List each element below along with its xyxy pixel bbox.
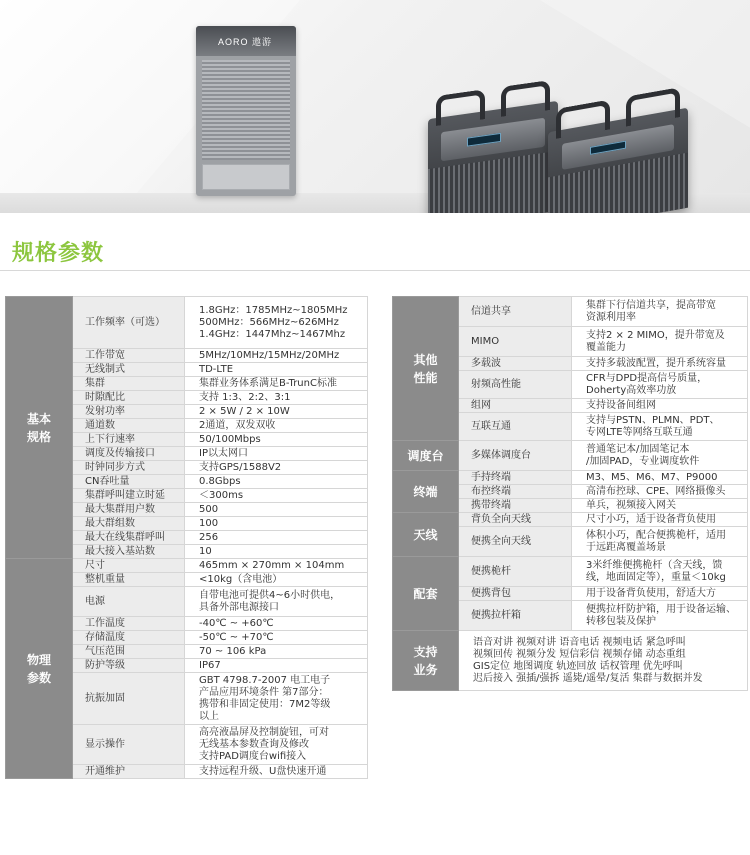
spec-value: 集群业务体系满足B-TrunC标准 (185, 377, 368, 391)
spec-value: -40℃ ~ +60℃ (185, 617, 368, 631)
spec-name: MIMO (459, 327, 572, 357)
spec-value: 便携拉杆防护箱，用于设备运输、 转移包装及保护 (572, 601, 748, 631)
device-brand-logo: AORO 遨游 (218, 37, 273, 47)
spec-value: 支持GPS/1588V2 (185, 461, 368, 475)
spec-name: 集群 (73, 377, 185, 391)
spec-value: 高清布控球、CPE、网络摄像头 (572, 485, 748, 499)
spec-value: 1.8GHz：1785MHz~1805MHz 500MHz：566MHz~626MHz 1.4GHz：1447Mhz~1467Mhz (185, 297, 368, 349)
spec-name: 气压范围 (73, 645, 185, 659)
spec-name: 互联互通 (459, 413, 572, 441)
spec-value: 50/100Mbps (185, 433, 368, 447)
spec-value: 尺寸小巧，适于设备背负使用 (572, 513, 748, 527)
spec-name: 手持终端 (459, 471, 572, 485)
spec-name: 上下行速率 (73, 433, 185, 447)
device-angled-image-right (548, 108, 688, 213)
category-cell: 配套 (393, 557, 459, 631)
spec-name: 开通维护 (73, 765, 185, 779)
spec-name: 携带终端 (459, 499, 572, 513)
spec-value: 256 (185, 531, 368, 545)
spec-value: 500 (185, 503, 368, 517)
table-row (393, 471, 748, 485)
spec-name: 时钟同步方式 (73, 461, 185, 475)
spec-name: 多媒体调度台 (459, 441, 572, 471)
spec-value: 5MHz/10MHz/15MHz/20MHz (185, 349, 368, 363)
spec-name: 最大接入基站数 (73, 545, 185, 559)
spec-value: -50℃ ~ +70℃ (185, 631, 368, 645)
spec-value: 2通道，双发双收 (185, 419, 368, 433)
spec-value: 单兵，视频接入网关 (572, 499, 748, 513)
spec-value: 普通笔记本/加固笔记本 /加固PAD，专业调度软件 (572, 441, 748, 471)
spec-name: 便携背包 (459, 587, 572, 601)
spec-name: 电源 (73, 587, 185, 617)
category-cell: 终端 (393, 471, 459, 513)
table-row (393, 513, 748, 527)
spec-value: 高亮液晶屏及控制旋钮，可对 无线基本参数查询及修改 支持PAD调度台wifi接入 (185, 725, 368, 765)
table-row (393, 631, 748, 691)
services-list: 语音对讲 视频对讲 语音电话 视频电话 紧急呼叫 视频回传 视频分发 短信彩信 视频存储 动态重组 GIS定位 地图调度 轨迹回放 话权管理 优先呼叫 迟后接入 强插/强拆 遥毙/遥晕/复活 集群与数据并发 (459, 631, 748, 691)
spec-name: 集群呼叫建立时延 (73, 489, 185, 503)
table-row (6, 559, 368, 573)
spec-name: 整机重量 (73, 573, 185, 587)
category-cell: 物理 参数 (6, 559, 73, 779)
spec-value: 支持2 × 2 MIMO，提升带宽及 覆盖能力 (572, 327, 748, 357)
device-angled-image-left (428, 101, 558, 213)
spec-name: 无线制式 (73, 363, 185, 377)
spec-value: 支持多载波配置，提升系统容量 (572, 357, 748, 371)
page-title: 规格参数 (12, 241, 105, 266)
spec-value: 0.8Gbps (185, 475, 368, 489)
category-cell: 基本 规格 (6, 297, 73, 559)
spec-value: 体积小巧，配合便携桅杆，适用 于远距离覆盖场景 (572, 527, 748, 557)
spec-value: 集群下行信道共享，提高带宽 资源利用率 (572, 297, 748, 327)
spec-value: 用于设备背负使用，舒适大方 (572, 587, 748, 601)
spec-name: 工作频率（可选） (73, 297, 185, 349)
category-cell: 支持 业务 (393, 631, 459, 691)
category-cell: 其他 性能 (393, 297, 459, 441)
spec-name: 便携拉杆箱 (459, 601, 572, 631)
spec-name: 显示操作 (73, 725, 185, 765)
spec-name: 背负全向天线 (459, 513, 572, 527)
spec-name: 工作带宽 (73, 349, 185, 363)
spec-name: 最大在线集群呼叫 (73, 531, 185, 545)
spec-value: M3、M5、M6、M7、P9000 (572, 471, 748, 485)
table-row (6, 297, 368, 349)
spec-name: 通道数 (73, 419, 185, 433)
spec-value: 支持设备间组网 (572, 399, 748, 413)
device-front-image (196, 26, 296, 196)
spec-name: 最大集群用户数 (73, 503, 185, 517)
spec-name: CN吞吐量 (73, 475, 185, 489)
spec-value: IP67 (185, 659, 368, 673)
spec-name: 时隙配比 (73, 391, 185, 405)
spec-value: GBT 4798.7-2007 电工电子 产品应用环境条件 第7部分： 携带和非固定使用：7M2等级 以上 (185, 673, 368, 725)
title-divider (0, 270, 750, 271)
spec-value: 支持远程升级、U盘快速开通 (185, 765, 368, 779)
spec-value: IP以太网口 (185, 447, 368, 461)
spec-name: 便携全向天线 (459, 527, 572, 557)
spec-value: 支持与PSTN、PLMN、PDT、 专网LTE等网络互联互通 (572, 413, 748, 441)
spec-table-left (5, 296, 368, 779)
category-cell: 天线 (393, 513, 459, 557)
spec-name: 尺寸 (73, 559, 185, 573)
spec-name: 防护等级 (73, 659, 185, 673)
spec-name: 多载波 (459, 357, 572, 371)
spec-value: 自带电池可提供4~6小时供电， 具备外部电源接口 (185, 587, 368, 617)
spec-value: 3米纤维便携桅杆（含天线，馈 线，地面固定等），重量＜10kg (572, 557, 748, 587)
table-row (393, 441, 748, 471)
spec-value: 465mm × 270mm × 104mm (185, 559, 368, 573)
spec-name: 组网 (459, 399, 572, 413)
spec-name: 布控终端 (459, 485, 572, 499)
spec-value: 2 × 5W / 2 × 10W (185, 405, 368, 419)
table-row (393, 297, 748, 327)
spec-value: 100 (185, 517, 368, 531)
spec-value: <10kg（含电池） (185, 573, 368, 587)
spec-name: 信道共享 (459, 297, 572, 327)
table-row (393, 557, 748, 587)
spec-name: 最大群组数 (73, 517, 185, 531)
spec-name: 工作温度 (73, 617, 185, 631)
spec-name: 抗振加固 (73, 673, 185, 725)
spec-value: 10 (185, 545, 368, 559)
spec-value: 70 ~ 106 kPa (185, 645, 368, 659)
spec-name: 便携桅杆 (459, 557, 572, 587)
category-cell: 调度台 (393, 441, 459, 471)
spec-value: 支持 1:3、2:2、3:1 (185, 391, 368, 405)
spec-value: TD-LTE (185, 363, 368, 377)
spec-value: ＜300ms (185, 489, 368, 503)
spec-table-right (392, 296, 748, 691)
spec-name: 射频高性能 (459, 371, 572, 399)
spec-name: 调度及传输接口 (73, 447, 185, 461)
hero-banner (0, 0, 750, 213)
spec-name: 存储温度 (73, 631, 185, 645)
spec-name: 发射功率 (73, 405, 185, 419)
spec-value: CFR与DPD提高信号质量， Doherty高效率功放 (572, 371, 748, 399)
